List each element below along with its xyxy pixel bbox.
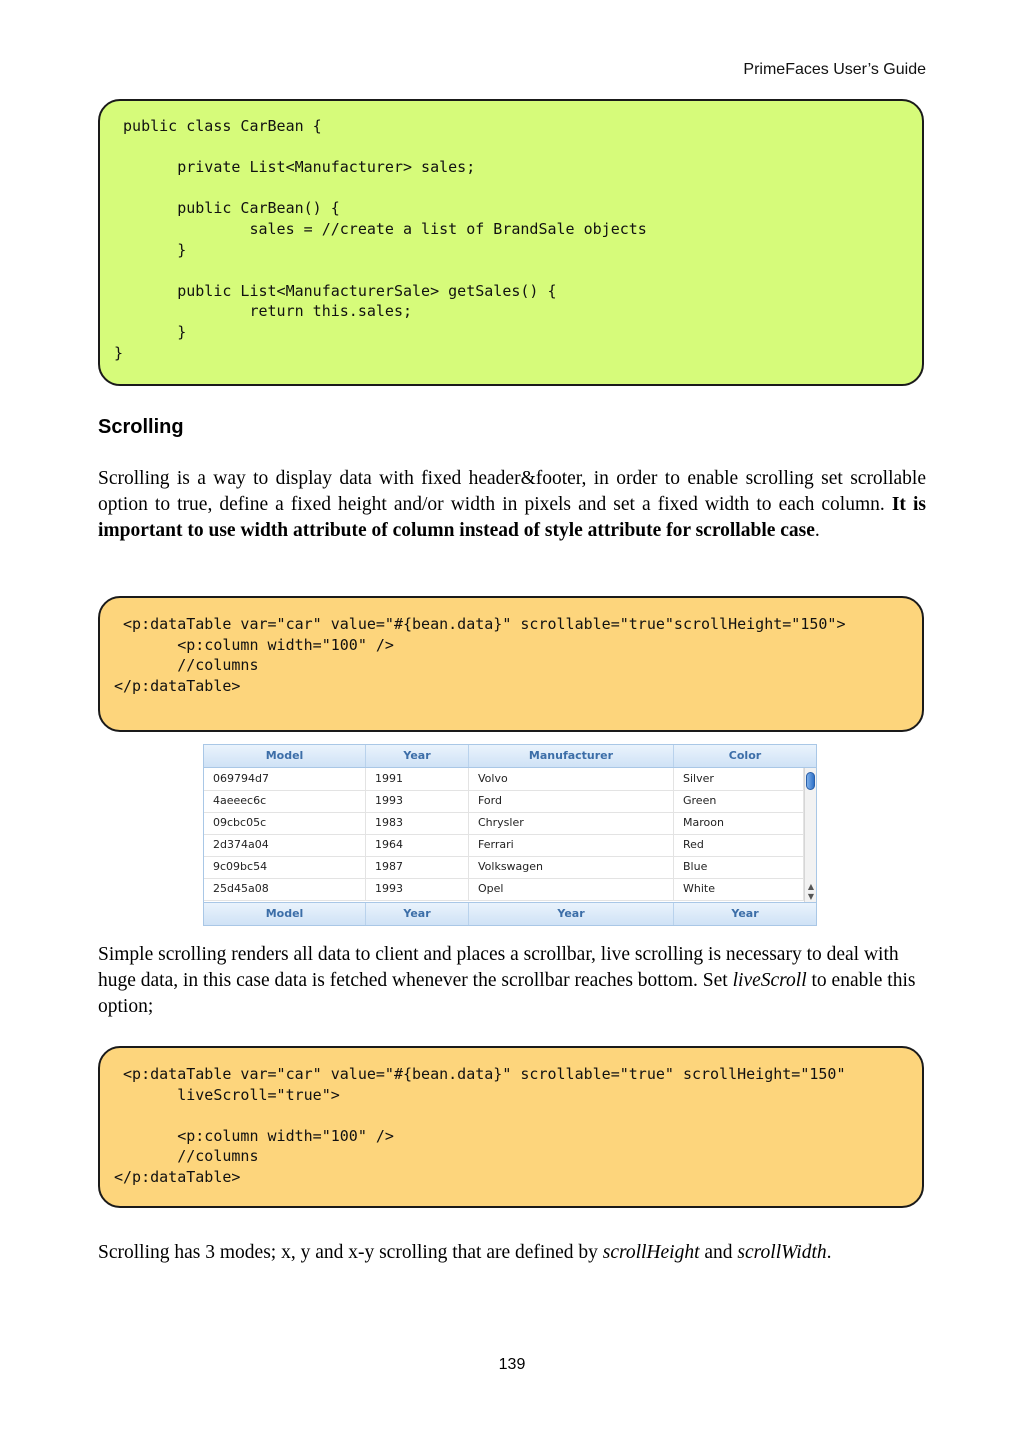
code-block-livescroll	[98, 1046, 924, 1208]
column-header-year[interactable]: Year	[366, 745, 469, 767]
code-line: //columns	[114, 656, 259, 675]
code-line: <p:column width="100" />	[114, 1126, 394, 1145]
code-block-carbean	[98, 99, 924, 386]
column-footer-3: Year	[469, 903, 674, 925]
para-bold-text: It is important to use width attribute of column instead of style attribute for scrollable case	[98, 494, 926, 541]
table-cell: 9c09bc54	[204, 856, 366, 878]
table-cell: 1987	[366, 856, 469, 878]
table-row[interactable]	[204, 812, 804, 835]
code-line: public class CarBean {	[114, 117, 322, 135]
table-cell: 09cbc05c	[204, 812, 366, 834]
para-italic-text: liveScroll	[732, 970, 807, 991]
code-line: </p:dataTable>	[114, 1168, 241, 1186]
code-line: }	[114, 240, 187, 259]
table-cell: 1991	[366, 768, 469, 790]
table-cell: 069794d7	[204, 768, 366, 790]
table-cell: 1993	[366, 878, 469, 900]
table-cell: 1964	[366, 834, 469, 856]
code-line: <p:dataTable var="car" value="#{bean.data}" scrollable="true" scrollHeight="150"	[114, 1065, 846, 1083]
table-cell: 4aeeec6c	[204, 790, 366, 812]
para-text: Scrolling is a way to display data with fixed header&footer, in order to enable scrolling set scrollable option to true, define a fixed height and/or width in pixels and set a fixed width to each column.	[98, 468, 926, 515]
code-line: public List<ManufacturerSale> getSales() {	[114, 281, 557, 300]
code-line: //columns	[114, 1147, 259, 1166]
para-text-end: .	[826, 1242, 832, 1263]
column-footer-4: Year	[731, 907, 759, 920]
para-text-end: .	[814, 520, 820, 541]
table-cell: 2d374a04	[204, 834, 366, 856]
code-line: </p:dataTable>	[114, 676, 241, 695]
column-footer-1: Model	[204, 903, 366, 925]
code-line: private List<Manufacturer> sales;	[114, 158, 476, 177]
table-row[interactable]	[204, 856, 804, 879]
table-cell: Ferrari	[469, 834, 674, 856]
table-cell: Maroon	[674, 812, 804, 834]
table-cell: Red	[674, 834, 804, 856]
table-cell: Silver	[674, 768, 804, 790]
table-cell: 1993	[366, 790, 469, 812]
table-cell: Opel	[469, 878, 674, 900]
table-cell: 25d45a08	[204, 878, 366, 900]
code-line: <p:column width="100" />	[114, 635, 394, 654]
code-line: <p:dataTable var="car" value="#{bean.data}" scrollable="true"scrollHeight="150">	[114, 615, 846, 633]
scroll-down-arrow-icon[interactable]: ▼	[807, 892, 815, 901]
table-cell: Blue	[674, 856, 804, 878]
paragraph-scroll-modes	[98, 1240, 926, 1266]
code-line: }	[114, 343, 124, 362]
code-line: liveScroll="true">	[114, 1085, 340, 1104]
code-line: return this.sales;	[114, 302, 413, 321]
para-italic-text: scrollHeight	[602, 1242, 700, 1263]
table-row[interactable]	[204, 834, 804, 857]
column-header-color[interactable]: Color	[728, 749, 762, 762]
paragraph-live-scroll	[98, 942, 926, 1020]
table-cell: Ford	[469, 790, 674, 812]
table-footer	[204, 902, 816, 925]
table-cell: White	[674, 878, 804, 900]
para-italic-text: scrollWidth	[737, 1242, 827, 1263]
scrollbar-thumb[interactable]	[806, 772, 815, 790]
code-line: sales = //create a list of BrandSale objects	[114, 220, 647, 238]
para-text: Scrolling has 3 modes; x, y and x-y scrolling that are defined by	[98, 1242, 603, 1263]
code-line: }	[114, 323, 187, 341]
paragraph-scrolling-intro	[98, 466, 926, 544]
para-text: Simple scrolling renders all data to client and places a scrollbar, live scrolling is necessary to deal with huge data, in this case data is fetched whenever the scrollbar reaches bottom. Set	[98, 944, 899, 991]
table-body	[204, 768, 804, 902]
table-cell: Chrysler	[469, 812, 674, 834]
table-scrollbar[interactable]	[804, 768, 816, 902]
scroll-up-arrow-icon[interactable]: ▲	[807, 882, 815, 891]
code-block-scrollable	[98, 596, 924, 732]
column-footer-2: Year	[366, 903, 469, 925]
table-row[interactable]	[204, 790, 804, 813]
running-header: PrimeFaces User’s Guide	[743, 61, 926, 78]
page-number: 139	[498, 1356, 526, 1373]
para-text-end: to enable this option;	[98, 970, 916, 1017]
table-cell: Green	[674, 790, 804, 812]
table-cell: Volvo	[469, 768, 674, 790]
table-cell: Volkswagen	[469, 856, 674, 878]
code-line: public CarBean() {	[114, 199, 340, 218]
para-text-and: and	[699, 1242, 738, 1263]
table-header	[204, 745, 816, 768]
data-table-example	[203, 744, 817, 926]
table-row[interactable]	[204, 768, 804, 791]
column-header-manufacturer[interactable]: Manufacturer	[469, 745, 674, 767]
table-row[interactable]	[204, 878, 804, 901]
section-heading: Scrolling	[98, 416, 184, 438]
column-header-model[interactable]: Model	[204, 745, 366, 767]
table-cell: 1983	[366, 812, 469, 834]
